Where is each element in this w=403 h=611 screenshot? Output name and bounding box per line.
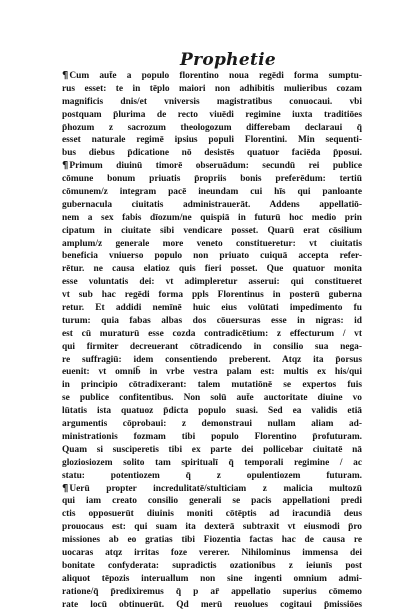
text-line — [62, 431, 362, 444]
text-line — [62, 186, 362, 199]
line-text: ctis opposuerūt diuinis moniti cōtēptis ad iracundiā deus — [62, 509, 362, 520]
text-line — [62, 96, 362, 109]
line-text: ministrationis fozmam tibi populo Florentino p̄rofuturam. — [62, 431, 362, 442]
line-text: in principio cōtradixerant: talem mutatiōnē se expertos fuis — [62, 380, 362, 391]
text-line — [62, 199, 362, 212]
text-line — [62, 534, 362, 547]
line-text: postquam p̄lurima de recto viuēdi regimine iuxta traditiōes — [62, 109, 362, 120]
line-text: se publice confitentibus. Non solū aut̄e auctoritate diuine vo — [62, 393, 362, 404]
text-line — [62, 70, 362, 83]
text-line — [62, 470, 362, 483]
line-text: euenit: vt omnib̄ in vrbe vestra palam est: multis ex his/qui — [62, 367, 362, 378]
pilcrow-mark: ¶ — [62, 70, 69, 81]
line-text: magnificis dnis/et vniversis magistratibus conuocaui. vbi — [62, 96, 362, 107]
text-line — [62, 483, 362, 496]
line-text: vt sub hac regēdi forma ppls Florentinus in posterū guberna — [62, 290, 362, 301]
text-line — [62, 147, 362, 160]
line-text: missiones ab eo gratias tibi Fiozentia factas hac de causa re — [62, 535, 362, 546]
text-line — [62, 366, 362, 379]
text-line — [62, 302, 362, 315]
text-line — [62, 392, 362, 405]
text-line — [62, 212, 362, 225]
body-text — [62, 70, 362, 611]
text-line — [62, 134, 362, 147]
line-text: amplum/z generale more veneto constitueretur: vt ciuitatis — [62, 238, 362, 249]
text-line — [62, 83, 362, 96]
pilcrow-mark: ¶ — [62, 160, 69, 172]
text-line — [62, 109, 362, 122]
line-text: rētur. ne causa elatioz quis fieri posset. Que quatuor monita — [62, 264, 362, 275]
line-text: prouocaus est: qui suam ita dexterā subtraxit vt eiusmodi p̄ro — [62, 522, 362, 533]
text-line — [62, 276, 362, 289]
line-text: p̄hozum z sacrozum theologozum differebam declaraui q̄ — [62, 122, 362, 133]
line-text: statu: potentiozem q̄ z opulentiozem futuram. — [62, 470, 362, 481]
line-text: lūtatis ista quatuoz p̄dicta populo suasi. Sed ea validis etiā — [62, 406, 362, 417]
text-line — [62, 173, 362, 186]
text-line — [62, 444, 362, 457]
line-text: esset naturale regimē ipsius populi Florentini. Min sequenti- — [62, 135, 362, 146]
text-line — [62, 354, 362, 367]
text-line — [62, 341, 362, 354]
line-text: bus diebus p̄dicatione nō desistēs quatuor faciēda p̄posui. — [62, 148, 362, 159]
line-text: Cum aut̄e a populo florentino noua regēdi forma sumptu- — [69, 71, 362, 81]
text-line — [62, 315, 362, 328]
pilcrow-mark: ¶ — [62, 482, 69, 494]
line-text: re suffragiū: idem consentiendo preberent. Atqz ita p̄orsus — [62, 354, 362, 365]
line-text: cipatum in ciuitate sibi vendicare posset. Quarū erat cōsilium — [62, 225, 362, 236]
text-line — [62, 418, 362, 431]
line-text: cōmune bonum priuatis p̄ropriis bonis preferēdum: tertiū — [62, 174, 362, 185]
text-line — [62, 457, 362, 470]
line-text: beneficia vniuerso populo non priuato cuiquā accepta refer- — [62, 251, 362, 262]
text-line — [62, 160, 362, 173]
line-text: Primum diuinū timorē obseruādum: secundū rei publice — [69, 161, 362, 172]
text-line — [62, 560, 362, 573]
line-text: nem a sex fabis dīozum/ne quispiā in futurū hoc medio prin — [62, 212, 362, 223]
text-line — [62, 495, 362, 508]
line-text: gubernacula ciuitatis administrauerāt. Addens appellatiō- — [62, 199, 362, 210]
line-text: qui iam creato consilio generali se pacis appellationi predi — [62, 496, 362, 507]
line-text: rate locū obtinuerūt. Qd merū reuolues cogitaui p̄missiōes — [62, 599, 362, 610]
line-text: retur. Et addidi nemīnē huic eius volūtati impedimento fu — [62, 303, 362, 314]
page-header: Prophetie — [180, 50, 276, 70]
text-line — [62, 508, 362, 521]
text-line — [62, 573, 362, 586]
line-text: qui firmiter decreuerant cōtradicendo in consilio sua nega- — [62, 341, 362, 352]
line-text: ratione/q̄ p̄redixiremus q̄ p ar̄ appellatio superius cōmemo — [62, 586, 362, 597]
text-line — [62, 379, 362, 392]
text-line — [62, 547, 362, 560]
text-line — [62, 225, 362, 238]
line-text: cōmunem/z integram pacē ineundam cui hīs qui panloante — [62, 187, 362, 198]
text-line — [62, 521, 362, 534]
line-text: esse voluntatis dei: vt adimpleretur asserui: qui constitueret — [62, 277, 362, 288]
line-text: Uerū propter incredulitatē/stulticiam z malicia multozū — [69, 483, 362, 494]
text-line — [62, 250, 362, 263]
text-line — [62, 263, 362, 276]
line-text: gloziosiozem solito tam spiritualī q̄ temporali regimine / ac — [62, 457, 362, 468]
line-text: aliquot tēpozis interuallum non sine ingenti omnium admi- — [62, 573, 362, 584]
text-line — [62, 586, 362, 599]
text-line — [62, 289, 362, 302]
text-line — [62, 405, 362, 418]
line-text: bonitate confyderata: supradictis ozationibus z ieiunīs post — [62, 560, 362, 571]
text-line — [62, 122, 362, 135]
text-line — [62, 599, 362, 611]
line-text: argumentis cōprobaui: z demonstraui nullam aliam ad- — [62, 419, 362, 430]
line-text: turum: quia fabas albas dos cōuersuras esse in nigras: id — [62, 315, 362, 326]
text-line — [62, 238, 362, 251]
text-line — [62, 328, 362, 341]
line-text: est cū muraturū esse cozda contradicētium: z effecturum / vt — [62, 328, 362, 339]
line-text: uocaras atqz irritas foze vererer. Nihilominus immensa dei — [62, 547, 362, 558]
line-text: rus esset: te in tēplo maiori non adhibitis mulieribus cozam — [62, 83, 362, 94]
line-text: Quam si susciperetis tibi ex parte dei pollicebar ciuitatē nā — [62, 444, 362, 455]
